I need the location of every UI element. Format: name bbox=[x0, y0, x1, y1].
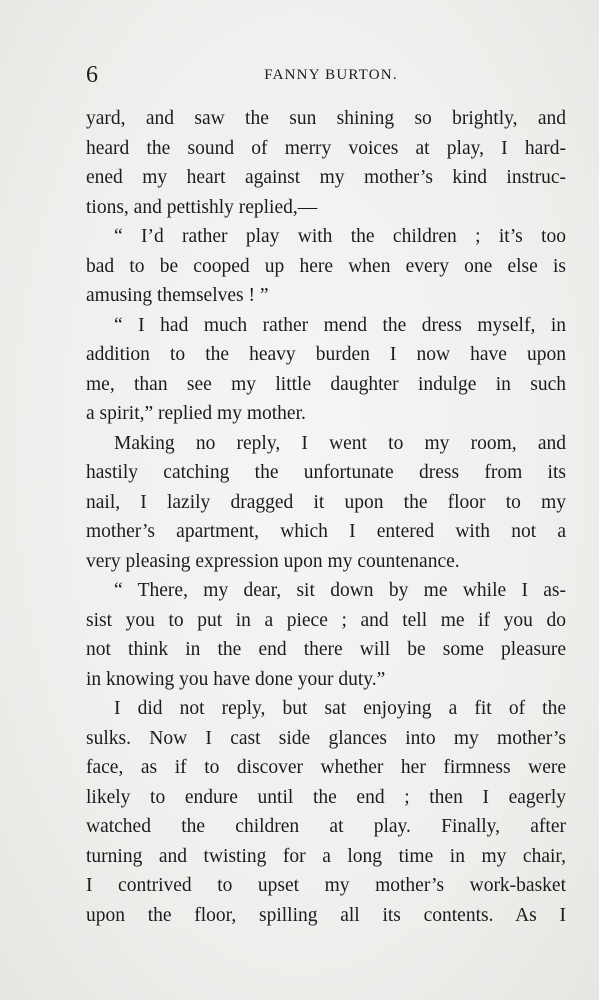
text-line: sulks. Now I cast side glances into my mother’s bbox=[86, 727, 566, 749]
text-line: I did not reply, but sat enjoying a fit of the bbox=[114, 698, 566, 719]
text-line: “ I’d rather play with the children ; it’s too bbox=[114, 226, 566, 247]
text-line: me, than see my little daughter indulge in such bbox=[86, 373, 566, 395]
body-text bbox=[86, 104, 566, 930]
text-line: addition to the heavy burden I now have upon bbox=[86, 344, 566, 365]
text-line: hastily catching the unfortunate dress from its bbox=[86, 462, 566, 483]
text-line: yard, and saw the sun shining so brightly, and bbox=[86, 108, 566, 129]
text-line: turning and twisting for a long time in my chair, bbox=[86, 845, 566, 867]
text-line: I contrived to upset my mother’s work-basket bbox=[86, 875, 566, 896]
text-line: face, as if to discover whether her firmness were bbox=[86, 757, 566, 778]
text-line: in knowing you have done your duty.” bbox=[86, 668, 386, 690]
page-header bbox=[86, 60, 566, 90]
running-head: FANNY BURTON. bbox=[264, 67, 398, 83]
text-line: likely to endure until the end ; then I eagerly bbox=[86, 786, 566, 808]
page-number: 6 bbox=[86, 62, 98, 88]
text-line: watched the children at play. Finally, after bbox=[86, 816, 566, 837]
text-line: very pleasing expression upon my countenance. bbox=[86, 550, 460, 572]
text-line: not think in the end there will be some pleasure bbox=[86, 639, 566, 660]
text-line: tions, and pettishly replied,— bbox=[86, 196, 318, 218]
text-line: heard the sound of merry voices at play, I hard- bbox=[86, 137, 566, 159]
text-line: amusing themselves ! ” bbox=[86, 285, 269, 306]
text-line: sist you to put in a piece ; and tell me if you do bbox=[86, 609, 566, 631]
text-line: ened my heart against my mother’s kind instruc- bbox=[86, 167, 566, 188]
text-line: “ There, my dear, sit down by me while I as- bbox=[114, 580, 566, 601]
text-line: upon the floor, spilling all its contents. As I bbox=[86, 904, 566, 926]
text-line: a spirit,” replied my mother. bbox=[86, 403, 306, 424]
text-line: Making no reply, I went to my room, and bbox=[114, 432, 566, 454]
text-line: bad to be cooped up here when every one else is bbox=[86, 255, 566, 277]
text-line: mother’s apartment, which I entered with not a bbox=[86, 521, 566, 542]
text-line: nail, I lazily dragged it upon the floor to my bbox=[86, 491, 566, 513]
text-line: “ I had much rather mend the dress myself, in bbox=[114, 314, 566, 336]
